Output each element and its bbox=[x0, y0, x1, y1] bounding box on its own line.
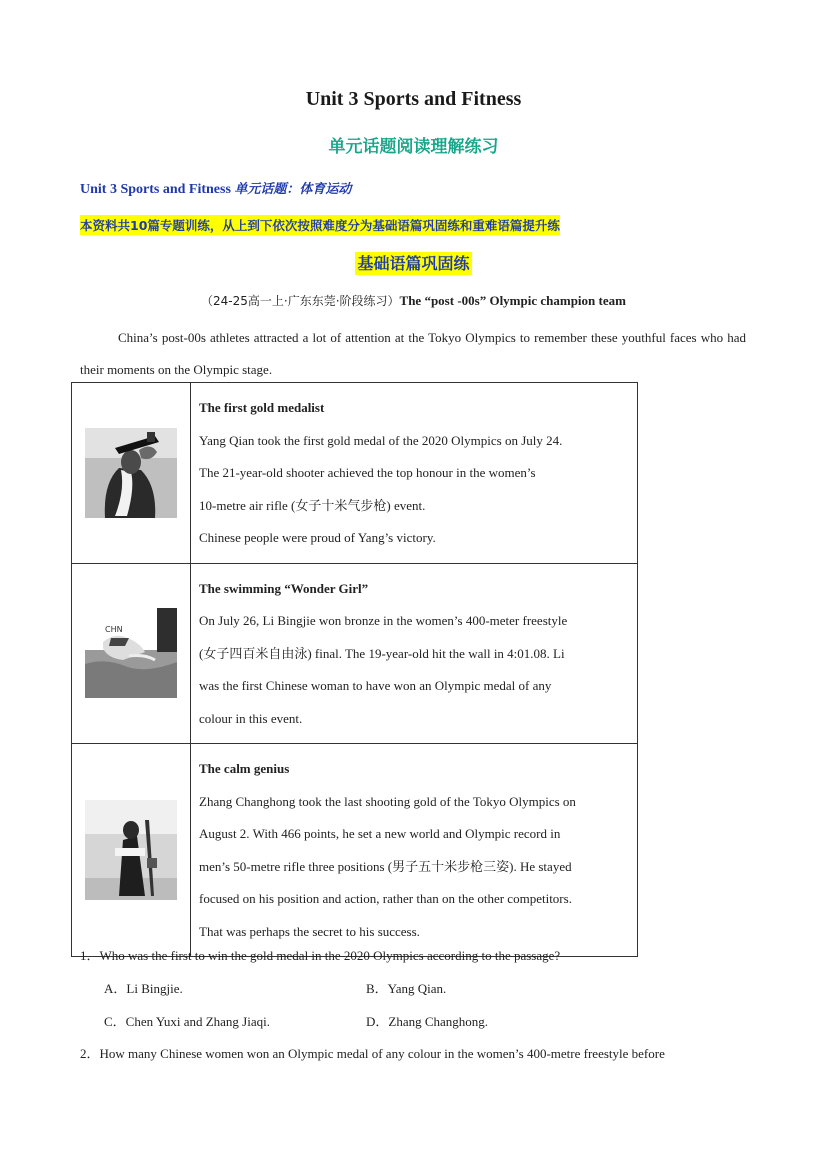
table-row bbox=[72, 563, 638, 744]
card-text bbox=[191, 744, 638, 957]
swimmer-photo bbox=[85, 608, 177, 698]
shooter-photo bbox=[85, 428, 177, 518]
card-line: That was perhaps the secret to his success. bbox=[199, 923, 420, 939]
card-line: Chinese people were proud of Yang’s victory. bbox=[199, 530, 436, 545]
page-subtitle: 单元话题阅读理解练习 bbox=[328, 137, 499, 157]
card-heading: The swimming “Wonder Girl” bbox=[199, 580, 369, 596]
card-line: Zhang Changhong took the last shooting gold of the Tokyo Olympics on bbox=[199, 793, 576, 809]
section-heading: 基础语篇巩固练 bbox=[357, 254, 470, 273]
passage-title: The “post -00s” Olympic champion team bbox=[399, 293, 626, 308]
table-row bbox=[72, 744, 638, 957]
card-line: On July 26, Li Bingjie won bronze in the women’s 400-meter freestyle bbox=[199, 613, 568, 628]
unit-label: Unit 3 Sports and Fitness bbox=[80, 182, 235, 197]
card-heading: The calm genius bbox=[199, 761, 290, 776]
card-line: 10-metre air rifle (女子十米气步枪) event. bbox=[199, 497, 426, 513]
option-1a: A．Li Bingjie. bbox=[104, 981, 183, 996]
table-row bbox=[72, 383, 638, 564]
option-1b: B．Yang Qian. bbox=[366, 981, 447, 996]
svg-text:CHN: CHN bbox=[105, 625, 123, 635]
athlete-table bbox=[71, 382, 638, 957]
card-line: The 21-year-old shooter achieved the top honour in the women’s bbox=[199, 465, 536, 480]
photo-cell bbox=[72, 563, 191, 744]
card-line: colour in this event. bbox=[199, 710, 303, 726]
unit-line bbox=[80, 178, 351, 198]
card-line: was the first Chinese woman to have won an Olympic medal of any bbox=[199, 678, 552, 693]
card-line: August 2. With 466 points, he set a new world and Olympic record in bbox=[199, 826, 561, 841]
option-1d: D．Zhang Changhong. bbox=[366, 1014, 489, 1029]
option-1c: C．Chen Yuxi and Zhang Jiaqi. bbox=[104, 1014, 270, 1029]
photo-cell bbox=[72, 383, 191, 564]
question-2: 2．How many Chinese women won an Olympic medal of any colour in the women’s 400-metre freestyle before bbox=[80, 1046, 665, 1061]
card-line: men’s 50-metre rifle three positions (男子五十米步枪三姿). He stayed bbox=[199, 858, 572, 874]
card-line: focused on his position and action, rather than on the other competitors. bbox=[199, 891, 572, 906]
card-text bbox=[191, 563, 638, 744]
question-1: 1．Who was the first to win the gold medal in the 2020 Olympics according to the passage? bbox=[80, 948, 561, 963]
source-tag: （24-25高一上·广东东莞·阶段练习） bbox=[201, 294, 400, 308]
passage-source bbox=[0, 292, 827, 309]
unit-topic: 单元话题：体育运动 bbox=[234, 182, 352, 197]
highlight-note: 本资料共10篇专题训练，从上到下依次按照难度分为基础语篇巩固练和重难语篇提升练 bbox=[80, 215, 560, 235]
intro-paragraph: China’s post-00s athletes attracted a lot of attention at the Tokyo Olympics to remember these youthful faces who had their moments on the Olympic stage. bbox=[80, 330, 746, 377]
card-heading: The first gold medalist bbox=[199, 400, 325, 415]
photo-cell bbox=[72, 744, 191, 957]
card-line: (女子四百米自由泳) final. The 19-year-old hit the wall in 4:01.08. Li bbox=[199, 645, 565, 661]
rifle-shooter-photo bbox=[85, 800, 177, 900]
card-line: Yang Qian took the first gold medal of the 2020 Olympics on July 24. bbox=[199, 432, 563, 448]
page-title: Unit 3 Sports and Fitness bbox=[305, 88, 522, 110]
card-text bbox=[191, 383, 638, 564]
